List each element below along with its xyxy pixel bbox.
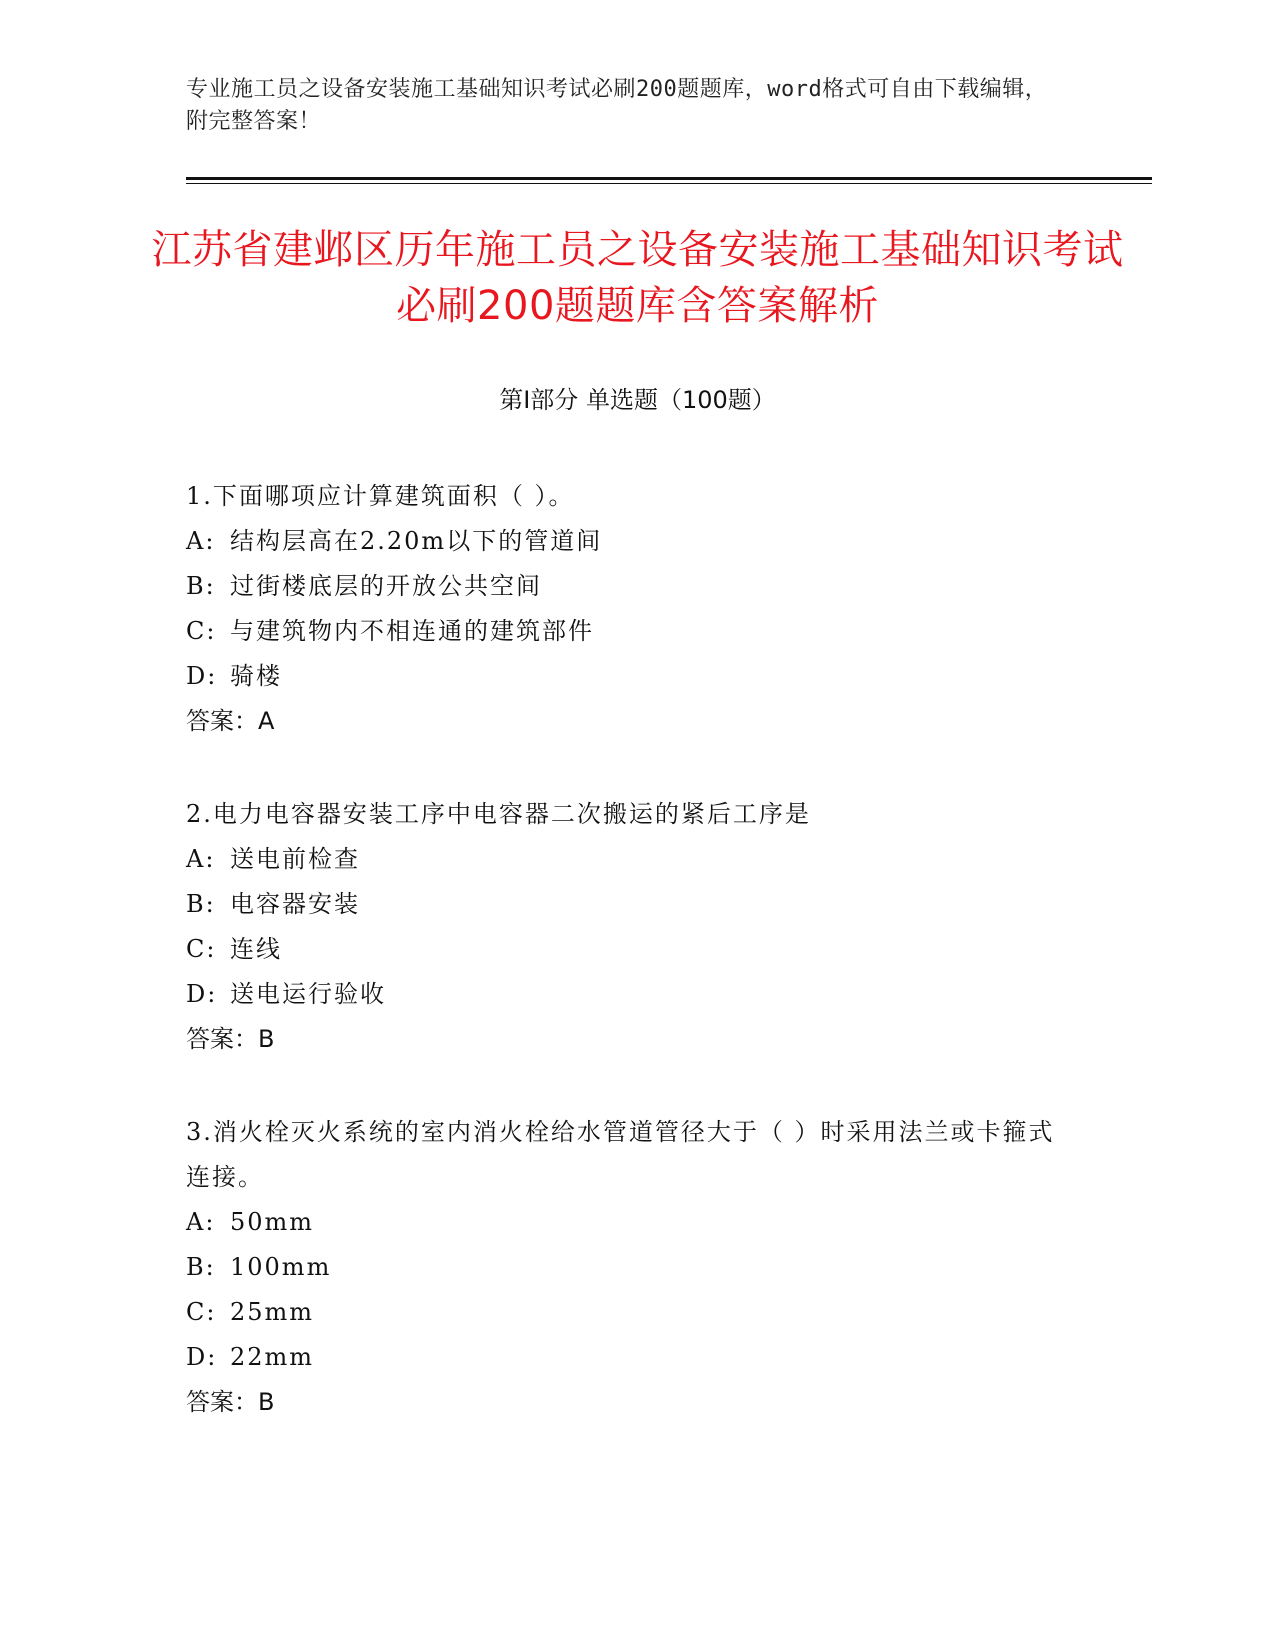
document-title: 江苏省建邺区历年施工员之设备安装施工基础知识考试必刷200题题库含答案解析: [151, 227, 1124, 329]
question-2: [186, 792, 1076, 1062]
option-a: [186, 1200, 1076, 1245]
option-letter: A:: [186, 527, 216, 555]
option-a: [186, 837, 1076, 882]
option-text: 50mm: [230, 1208, 315, 1236]
header-note: 专业施工员之设备安装施工基础知识考试必刷200题题库，word格式可自由下载编辑，附完整答案！: [186, 77, 1048, 134]
question-1: [186, 474, 1076, 744]
option-c: [186, 1290, 1076, 1335]
question-stem: 1.下面哪项应计算建筑面积（ ）。: [186, 482, 575, 510]
option-letter: A:: [186, 845, 216, 873]
option-text: 电容器安装: [230, 890, 360, 918]
section-heading: 第Ⅰ部分 单选题（100题）: [499, 386, 776, 414]
option-b: [186, 564, 1076, 609]
question-stem: 2.电力电容器安装工序中电容器二次搬运的紧后工序是: [186, 800, 811, 828]
option-list: [186, 1200, 1076, 1380]
header-rule-thin: [186, 183, 1152, 184]
option-letter: D:: [186, 1343, 218, 1371]
option-list: [186, 519, 1076, 699]
option-letter: B:: [186, 890, 216, 918]
option-text: 送电前检查: [230, 845, 360, 873]
option-text: 送电运行验收: [230, 980, 386, 1008]
option-d: [186, 1335, 1076, 1380]
option-text: 25mm: [230, 1298, 315, 1326]
option-d: [186, 972, 1076, 1017]
option-letter: C:: [186, 935, 217, 963]
option-a: [186, 519, 1076, 564]
option-text: 过街楼底层的开放公共空间: [230, 572, 542, 600]
option-letter: D:: [186, 980, 218, 1008]
option-text: 与建筑物内不相连通的建筑部件: [230, 617, 594, 645]
question-3: [186, 1110, 1076, 1425]
option-letter: B:: [186, 572, 216, 600]
option-text: 连线: [230, 935, 282, 963]
answer-line: 答案：B: [186, 1388, 275, 1416]
option-letter: C:: [186, 1298, 217, 1326]
option-b: [186, 882, 1076, 927]
option-d: [186, 654, 1076, 699]
answer-line: 答案：A: [186, 707, 275, 735]
option-text: 22mm: [230, 1343, 315, 1371]
option-letter: D:: [186, 662, 218, 690]
option-c: [186, 927, 1076, 972]
option-c: [186, 609, 1076, 654]
question-stem: 3.消火栓灭火系统的室内消火栓给水管道管径大于（ ）时采用法兰或卡箍式连接。: [186, 1118, 1055, 1191]
option-text: 骑楼: [230, 662, 282, 690]
option-text: 结构层高在2.20m以下的管道间: [230, 527, 603, 555]
option-letter: B:: [186, 1253, 216, 1281]
header-rule-thick: [186, 177, 1152, 180]
option-list: [186, 837, 1076, 1017]
option-b: [186, 1245, 1076, 1290]
option-text: 100mm: [230, 1253, 332, 1281]
option-letter: C:: [186, 617, 217, 645]
answer-line: 答案：B: [186, 1025, 275, 1053]
option-letter: A:: [186, 1208, 216, 1236]
